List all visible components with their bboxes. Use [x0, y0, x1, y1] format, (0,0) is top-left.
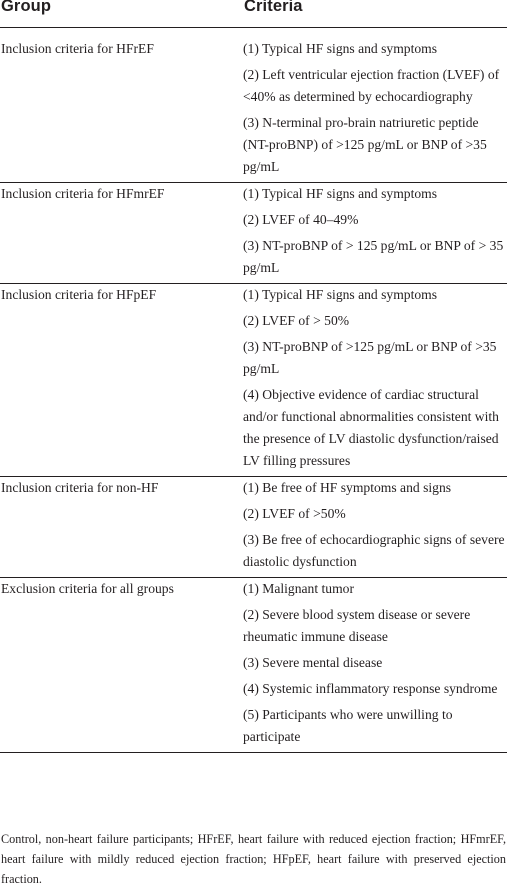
- criterion-item: (4) Systemic inflammatory response syndrome: [243, 681, 498, 696]
- table-row: [0, 38, 507, 183]
- criterion-item: (4) Objective evidence of cardiac structural and/or functional abnormalities consistent with the presence of LV diastolic dysfunction/raised LV filling pressures: [243, 387, 499, 468]
- criterion-item: (3) Be free of echocardiographic signs of severe diastolic dysfunction: [243, 532, 505, 569]
- criteria-list: [243, 284, 507, 476]
- header-criteria: Criteria: [244, 0, 303, 15]
- group-name: Inclusion criteria for HFpEF: [1, 287, 157, 302]
- criterion-item: (1) Typical HF signs and symptoms: [243, 287, 438, 302]
- criterion-item: (2) LVEF of >50%: [243, 506, 346, 521]
- criterion-item: (3) Severe mental disease: [243, 655, 383, 670]
- criterion-item: (3) NT-proBNP of >125 pg/mL or BNP of >35 pg/mL: [243, 339, 497, 376]
- criteria-list: [243, 477, 507, 577]
- criteria-list: [243, 578, 507, 752]
- table-row: [0, 578, 507, 752]
- criteria-list: [243, 183, 507, 283]
- table-body: [0, 28, 507, 753]
- table-row: [0, 284, 507, 477]
- group-name: Exclusion criteria for all groups: [1, 581, 174, 596]
- table-footnote: Control, non-heart failure participants; HFrEF, heart failure with reduced ejection fraction; HFmrEF, heart failure with mildly reduced ejection fraction; HFpEF, heart failure with preserved ejection fraction.: [1, 832, 506, 886]
- criterion-item: (2) Severe blood system disease or severe rheumatic immune disease: [243, 607, 471, 644]
- criterion-item: (2) LVEF of > 50%: [243, 313, 350, 328]
- criterion-item: (1) Malignant tumor: [243, 581, 354, 596]
- group-name: Inclusion criteria for HFmrEF: [1, 186, 165, 201]
- table-row: [0, 477, 507, 578]
- criteria-list: [243, 38, 507, 182]
- header-group: Group: [1, 0, 51, 15]
- criterion-item: (1) Be free of HF symptoms and signs: [243, 480, 452, 495]
- criterion-item: (2) LVEF of 40–49%: [243, 212, 359, 227]
- group-name: Inclusion criteria for HFrEF: [1, 41, 154, 56]
- criterion-item: (2) Left ventricular ejection fraction (LVEF) of <40% as determined by echocardiography: [243, 67, 500, 104]
- group-name: Inclusion criteria for non-HF: [1, 480, 159, 495]
- criterion-item: (3) NT-proBNP of > 125 pg/mL or BNP of > 35 pg/mL: [243, 238, 504, 275]
- table-header: [0, 0, 507, 28]
- table-row: [0, 183, 507, 284]
- criterion-item: (5) Participants who were unwilling to participate: [243, 707, 453, 744]
- criterion-item: (1) Typical HF signs and symptoms: [243, 41, 438, 56]
- criterion-item: (1) Typical HF signs and symptoms: [243, 186, 438, 201]
- criterion-item: (3) N-terminal pro-brain natriuretic peptide (NT-proBNP) of >125 pg/mL or BNP of >35 pg/mL: [243, 115, 487, 174]
